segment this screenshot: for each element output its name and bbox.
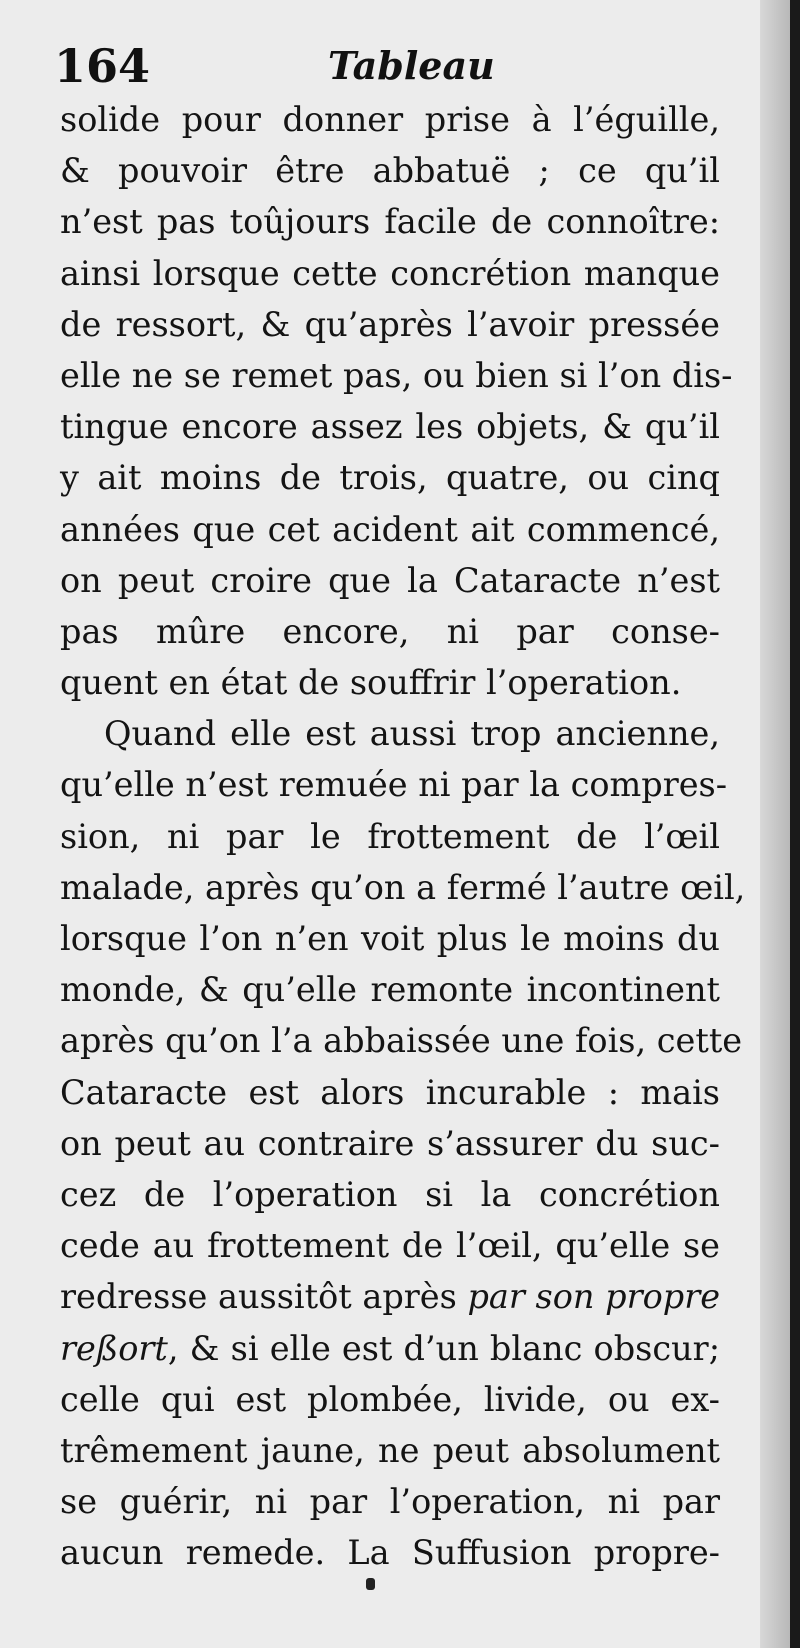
text-line: on peut croire que la Cataracte n’est (60, 560, 720, 600)
text-line: pas mûre encore, ni par conse- (60, 611, 720, 651)
body-text (60, 94, 746, 1578)
text-line: & pouvoir être abbatuë ; ce qu’il (60, 151, 720, 191)
text-line: Cataracte est alors incurable : mais (60, 1072, 720, 1112)
paragraph-end-line: quent en état de souffrir l’operation. (60, 663, 682, 703)
text-line: lorsque l’on n’en voit plus le moins du (60, 919, 720, 958)
paragraph-start-line: Quand elle est aussi trop ancienne, (104, 714, 720, 754)
text-line: monde, & qu’elle remonte incontinent (60, 970, 720, 1010)
running-head: Tableau (328, 43, 495, 88)
italic-span: reßort (60, 1328, 168, 1368)
text-span: redresse aussitôt après (60, 1277, 468, 1317)
text-line: après qu’on l’a abbaissée une fois, cette (60, 1021, 743, 1061)
text-line: malade, après qu’on a fermé l’autre œil, (60, 867, 746, 907)
text-span: , & si elle est d’un blanc obscur; (167, 1328, 720, 1368)
page-edge-shadow (760, 0, 790, 1648)
text-line: se guérir, ni par l’operation, ni par (60, 1482, 720, 1522)
text-line: elle ne se remet pas, ou bien si l’on dis- (60, 355, 733, 395)
text-line: solide pour donner prise à l’éguille, (60, 100, 720, 139)
text-line: celle qui est plombée, livide, ou ex- (60, 1379, 720, 1419)
text-line: cede au frottement de l’œil, qu’elle se (60, 1226, 720, 1266)
italic-span: par son propre (467, 1277, 721, 1317)
text-line: années que cet acident ait commencé, (60, 509, 720, 549)
text-line: sion, ni par le frottement de l’œil (60, 816, 720, 856)
text-line: tingue encore assez les objets, & qu’il (60, 407, 720, 447)
page-number: 164 (54, 39, 151, 93)
footer-ink-mark (366, 1578, 375, 1590)
text-line: cez de l’operation si la concrétion (60, 1174, 720, 1214)
text-line: on peut au contraire s’assurer du suc- (60, 1123, 720, 1163)
text-line: ainsi lorsque cette concrétion manque (60, 253, 720, 293)
text-line: aucun remede. La Suffusion propre- (60, 1533, 720, 1573)
text-line: qu’elle n’est remuée ni par la compres- (60, 765, 728, 805)
text-line: y ait moins de trois, quatre, ou cinq (60, 458, 720, 498)
text-line-mixed (60, 1323, 720, 1374)
text-line: trêmement jaune, ne peut absolument (60, 1430, 720, 1470)
text-line-mixed (60, 1271, 720, 1322)
page-header (48, 36, 728, 96)
text-line: de ressort, & qu’après l’avoir pressée (60, 304, 720, 344)
text-line: n’est pas toûjours facile de connoître: (60, 202, 720, 242)
